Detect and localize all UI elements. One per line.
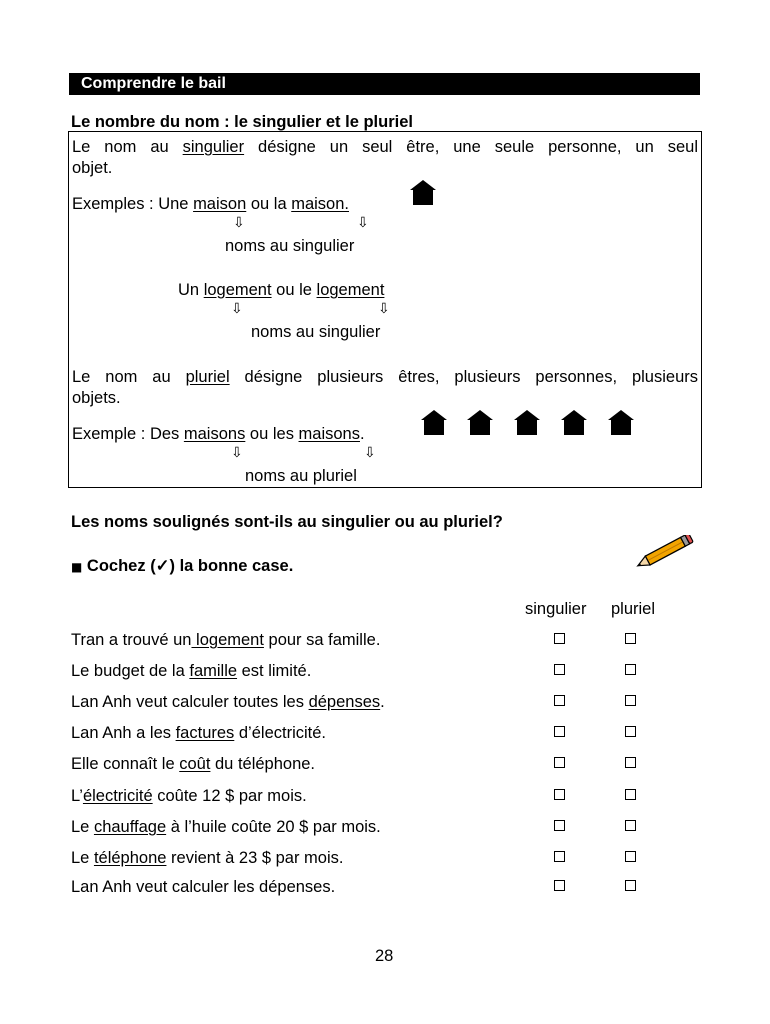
checkbox-pluriel[interactable] [625, 820, 636, 831]
house-icon [410, 180, 436, 205]
list-item: L’électricité coûte 12 $ par mois. [71, 787, 307, 805]
checkbox-pluriel[interactable] [625, 726, 636, 737]
list-item: Lan Anh a les factures d’électricité. [71, 724, 326, 742]
plural-definition-line2: objets. [72, 389, 121, 407]
house-icon [514, 410, 540, 435]
list-item: Le budget de la famille est limité. [71, 662, 312, 680]
plural-term: pluriel [185, 368, 230, 386]
section-title: Comprendre le bail [69, 73, 700, 95]
checkbox-singulier[interactable] [554, 664, 565, 675]
page-number: 28 [375, 947, 394, 965]
caption-singular: noms au singulier [225, 237, 355, 255]
singular-term: singulier [182, 138, 245, 156]
down-arrow-icon: ⇩ [231, 445, 243, 461]
example-logement: Un logement ou le logement [178, 281, 385, 299]
column-header-singular: singulier [525, 600, 587, 618]
list-item: Le chauffage à l’huile coûte 20 $ par mois. [71, 818, 381, 836]
house-icon [561, 410, 587, 435]
house-icon [608, 410, 634, 435]
checkbox-pluriel[interactable] [625, 633, 636, 644]
checkbox-singulier[interactable] [554, 820, 565, 831]
lesson-heading: Le nombre du nom : le singulier et le pluriel [71, 113, 413, 131]
down-arrow-icon: ⇩ [357, 215, 369, 231]
caption-plural: noms au pluriel [245, 467, 357, 485]
list-item: Lan Anh veut calculer toutes les dépenses. [71, 693, 385, 711]
house-icon [421, 410, 447, 435]
checkbox-pluriel[interactable] [625, 789, 636, 800]
exercise-instruction: ■ Cochez (✓) la bonne case. [71, 557, 294, 575]
down-arrow-icon: ⇩ [364, 445, 376, 461]
list-item: Elle connaît le coût du téléphone. [71, 755, 316, 773]
down-arrow-icon: ⇩ [231, 301, 243, 317]
checkbox-pluriel[interactable] [625, 757, 636, 768]
caption-singular-2: noms au singulier [251, 323, 381, 341]
singular-definition: Le nom au singulier désigne un seul être, une seule personne, un seul [72, 138, 698, 156]
list-item: Tran a trouvé un logement pour sa famille. [71, 631, 381, 649]
checkbox-singulier[interactable] [554, 851, 565, 862]
column-header-plural: pluriel [611, 600, 656, 618]
checkbox-singulier[interactable] [554, 633, 565, 644]
checkbox-singulier[interactable] [554, 757, 565, 768]
house-icon [467, 410, 493, 435]
down-arrow-icon: ⇩ [233, 215, 245, 231]
list-item: Lan Anh veut calculer les dépenses. [71, 878, 336, 896]
plural-definition: Le nom au pluriel désigne plusieurs êtres, plusieurs personnes, plusieurs [72, 368, 698, 386]
checkbox-pluriel[interactable] [625, 880, 636, 891]
pencil-icon [632, 535, 696, 571]
checkbox-singulier[interactable] [554, 789, 565, 800]
checkbox-singulier[interactable] [554, 695, 565, 706]
example-maisons: Exemple : Des maisons ou les maisons. [72, 425, 365, 443]
singular-definition-line2: objet. [72, 159, 113, 177]
down-arrow-icon: ⇩ [378, 301, 390, 317]
checkbox-pluriel[interactable] [625, 695, 636, 706]
list-item: Le téléphone revient à 23 $ par mois. [71, 849, 344, 867]
checkbox-singulier[interactable] [554, 880, 565, 891]
checkbox-singulier[interactable] [554, 726, 565, 737]
example-maison: Exemples : Une maison ou la maison. [72, 195, 349, 213]
bullet: ■ [71, 560, 83, 574]
exercise-question: Les noms soulignés sont-ils au singulier ou au pluriel? [71, 513, 503, 531]
checkbox-pluriel[interactable] [625, 851, 636, 862]
checkbox-pluriel[interactable] [625, 664, 636, 675]
